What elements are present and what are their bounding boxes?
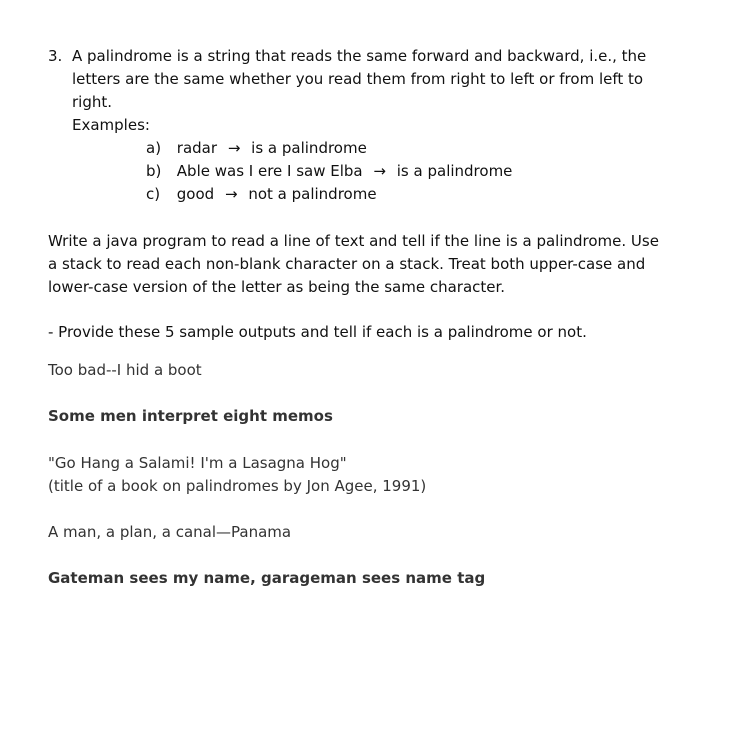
question-number: 3. — [48, 47, 63, 65]
arrow-icon: → — [224, 185, 238, 203]
sample-3: "Go Hang a Salami! I'm a Lasagna Hog" — [48, 454, 347, 472]
sample-5: Gateman sees my name, garageman sees name tag — [48, 569, 486, 587]
example-item — [146, 160, 512, 182]
instructions-line-1: Write a java program to read a line of text and tell if the line is a palindrome. Use — [48, 232, 659, 250]
arrow-icon: → — [227, 139, 241, 157]
sample-2: Some men interpret eight memos — [48, 407, 333, 425]
instructions-line-2: a stack to read each non-blank character on a stack. Treat both upper-case and — [48, 255, 646, 273]
example-label: c) — [146, 185, 161, 203]
example-text: Able was I ere I saw Elba — [176, 162, 363, 180]
example-text: radar — [176, 139, 218, 157]
example-item — [146, 137, 367, 159]
sample-3-caption: (title of a book on palindromes by Jon Agee, 1991) — [48, 477, 427, 495]
provide-note: - Provide these 5 sample outputs and tell if each is a palindrome or not. — [48, 323, 587, 341]
arrow-icon: → — [373, 162, 386, 180]
example-item — [146, 183, 377, 205]
example-text: good — [176, 185, 215, 203]
example-result: not a palindrome — [248, 185, 377, 203]
example-result: is a palindrome — [251, 139, 367, 157]
question-line-2: letters are the same whether you read them from right to left or from left to — [72, 70, 644, 88]
instructions-line-3: lower-case version of the letter as being the same character. — [48, 278, 506, 296]
question-line-1: A palindrome is a string that reads the same forward and backward, i.e., the — [72, 47, 647, 65]
example-label: b) — [146, 162, 162, 180]
example-label: a) — [146, 139, 162, 157]
sample-4: A man, a plan, a canal—Panama — [48, 523, 292, 541]
example-result: is a palindrome — [396, 162, 513, 180]
examples-label: Examples: — [72, 116, 150, 134]
sample-1: Too bad--I hid a boot — [48, 361, 202, 379]
question-line-3: right. — [72, 93, 113, 111]
